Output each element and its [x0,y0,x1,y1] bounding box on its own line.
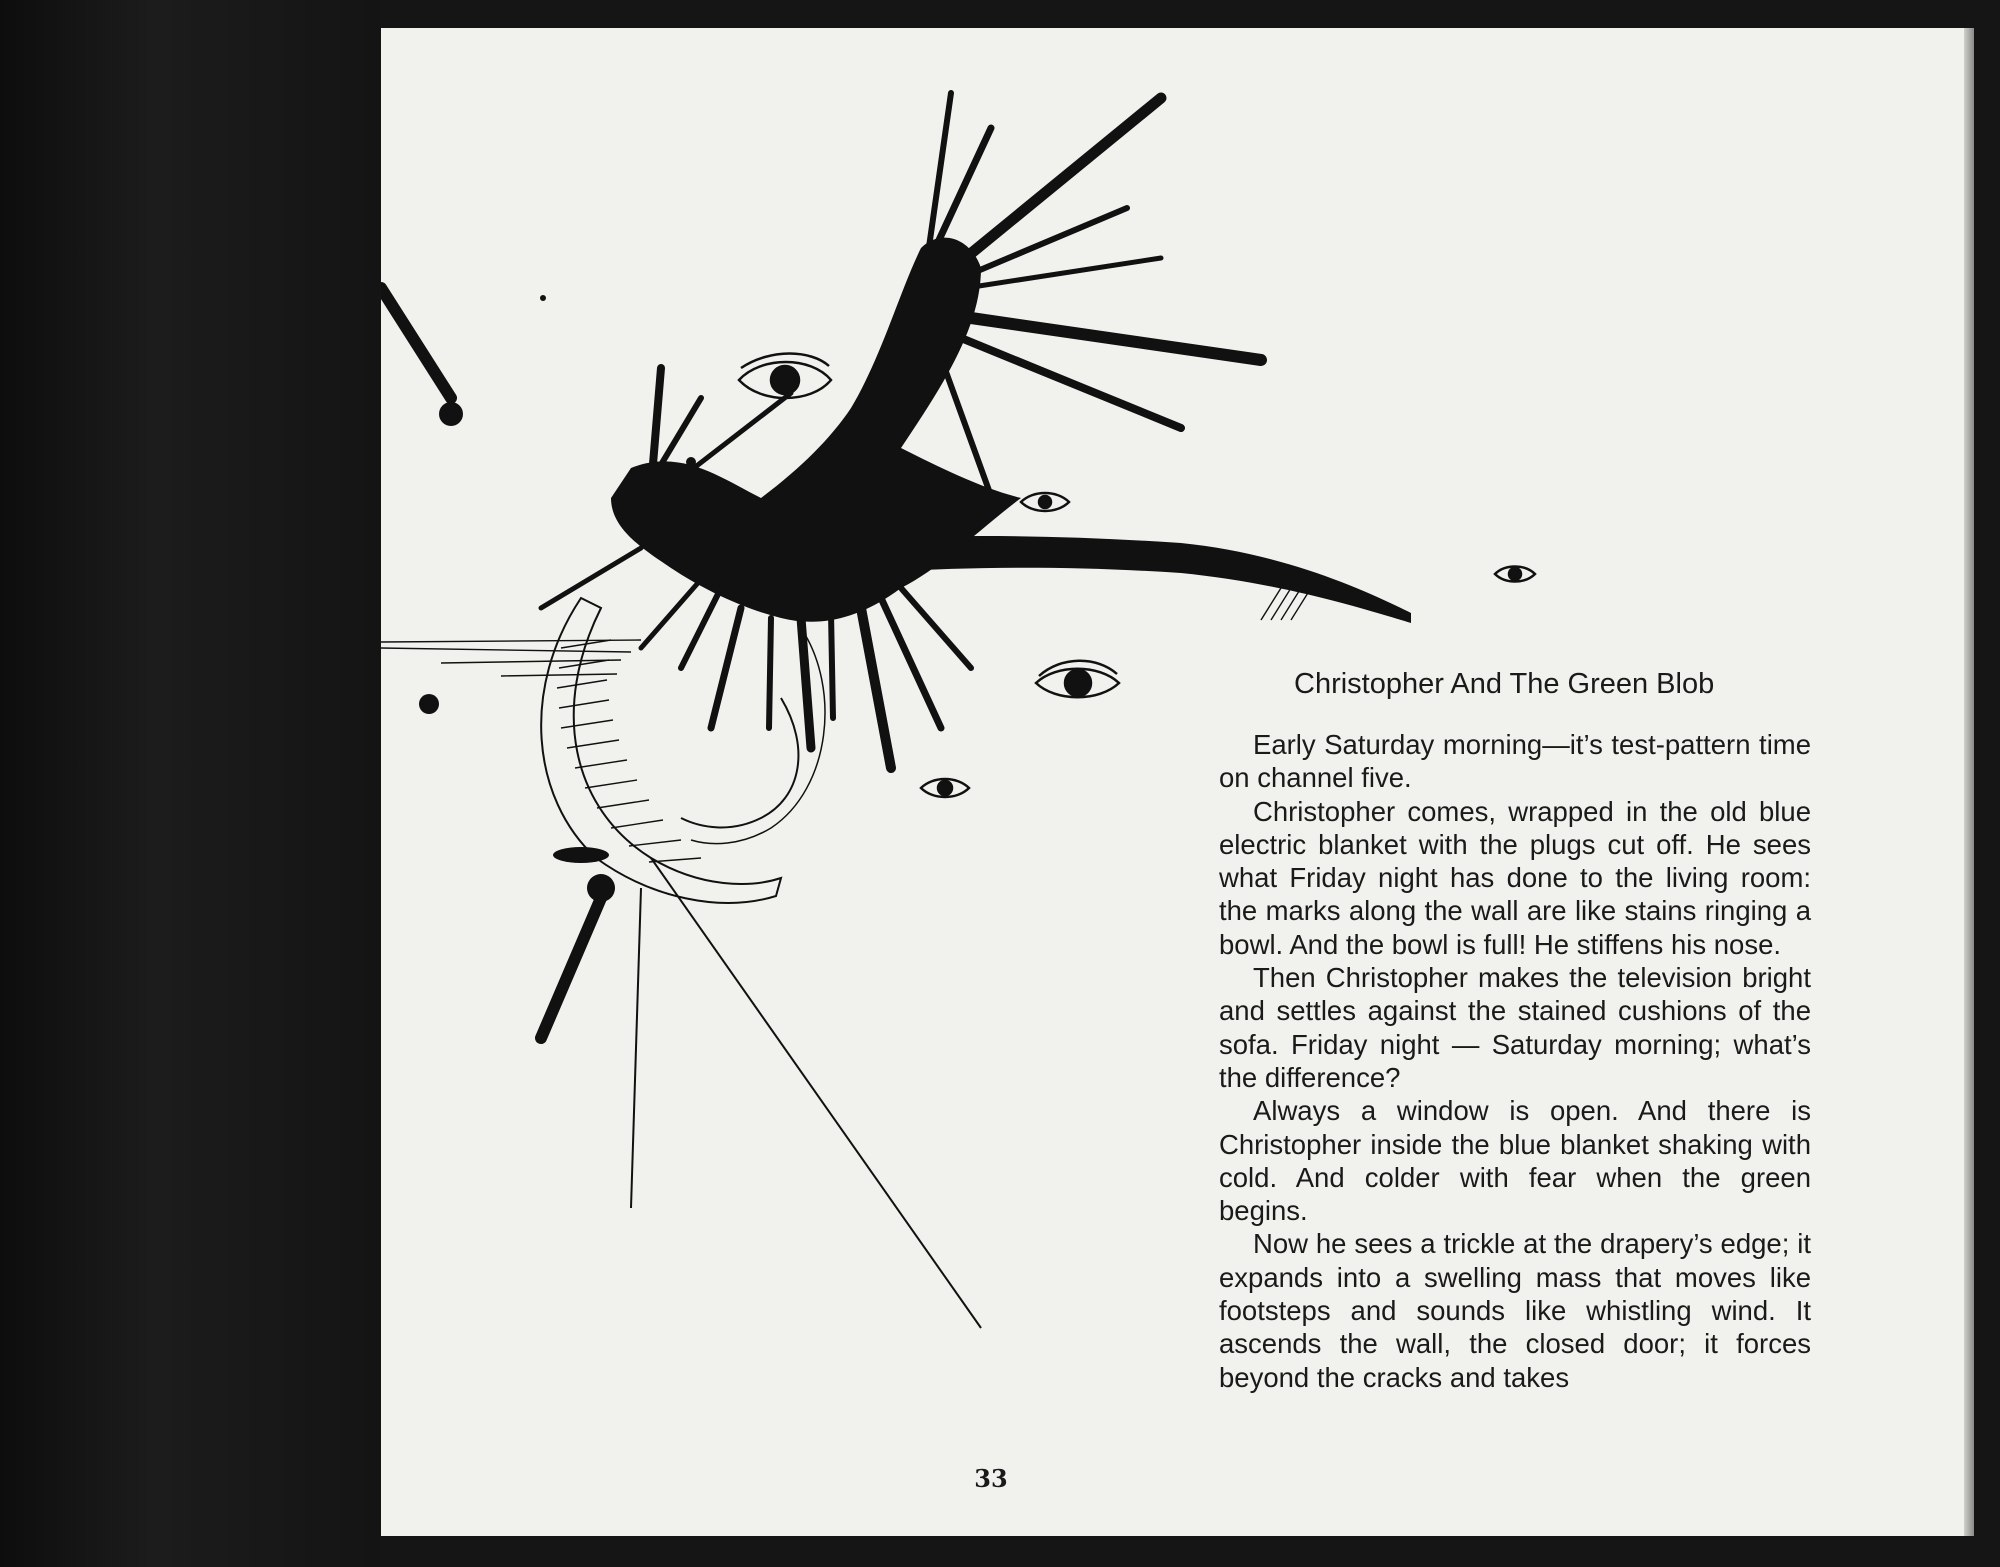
eye-icon-4 [1036,661,1119,698]
book-spine [0,0,381,1567]
eye-icon-2 [1021,493,1069,511]
eye-icon-1 [739,354,831,399]
page-edge [1964,28,1974,1536]
paragraph-3: Then Christopher makes the television bright and settles against the stained cushions of the sofa. Friday night — Saturday morning; what’s the difference? [1219,962,1811,1093]
story-title: Christopher And The Green Blob [1294,668,1715,700]
book-page [381,28,1965,1536]
paragraph-5: Now he sees a trickle at the drapery’s edge; it expands into a swelling mass that moves like footsteps and sounds like whistling wind. It ascends the wall, the closed door; it forces beyond the cracks and takes [1219,1228,1811,1393]
eye-icon-5 [921,779,969,797]
paragraph-1: Early Saturday morning—it’s test-pattern time on channel five. [1219,729,1811,794]
paragraph-2: Christopher comes, wrapped in the old blue electric blanket with the plugs cut off. He sees what Friday night has done to the living room: the marks along the wall are like stains ringing a bowl. And the bowl is full! He stiffens his nose. [1219,795,1811,960]
paragraph-4: Always a window is open. And there is Christopher inside the blue blanket shaking with cold. And colder with fear when the green begins. [1219,1095,1811,1227]
story-body [1219,728,1811,1394]
eye-icon-3 [1495,567,1535,582]
page-number: 33 [974,1464,1008,1493]
